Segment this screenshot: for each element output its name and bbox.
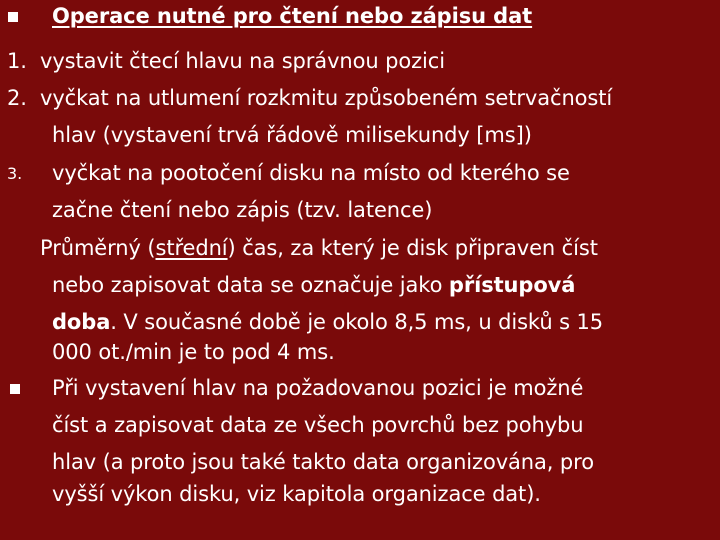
last-bullet-line-1: Při vystavení hlav na požadovanou pozici je možné — [52, 376, 584, 400]
stredni-link[interactable]: střední — [155, 236, 228, 260]
step-2-number: 2. — [7, 86, 27, 110]
access-time-text: . V současné době je okolo 8,5 ms, u disků s 15 — [110, 310, 604, 334]
step-1-number: 1. — [7, 49, 27, 73]
access-time-line-4: 000 ot./min je to pod 4 ms. — [52, 340, 335, 364]
access-time-line-3 — [52, 312, 603, 333]
step-3-number: 3. — [7, 164, 23, 183]
access-time-text: ) čas, za který je disk připraven číst — [227, 236, 598, 260]
access-time-text: Průměrný ( — [40, 236, 156, 260]
last-bullet-line-2: číst a zapisovat data ze všech povrchů bez pohybu — [52, 413, 584, 437]
step-2-text-line-2: hlav (vystavení trvá řádově milisekundy [ms]) — [52, 123, 532, 147]
access-time-line-2 — [52, 275, 575, 296]
slide-heading: Operace nutné pro čtení nebo zápisu dat — [52, 4, 533, 28]
access-time-term: doba — [52, 310, 111, 334]
last-bullet-line-3: hlav (a proto jsou také takto data organizována, pro — [52, 450, 594, 474]
last-bullet-line-4: vyšší výkon disku, viz kapitola organizace dat). — [52, 482, 541, 506]
access-time-term: přístupová — [448, 273, 576, 297]
last-bullet-icon — [10, 384, 20, 394]
step-3-text-line-2: začne čtení nebo zápis (tzv. latence) — [52, 198, 433, 222]
access-time-line-1 — [40, 238, 598, 259]
step-1-text: vystavit čtecí hlavu na správnou pozici — [40, 49, 445, 73]
step-3-text-line-1: vyčkat na pootočení disku na místo od kterého se — [52, 161, 570, 185]
access-time-text: nebo zapisovat data se označuje jako — [52, 273, 449, 297]
step-2-text-line-1: vyčkat na utlumení rozkmitu způsobeném setrvačností — [40, 86, 613, 110]
heading-bullet-icon — [8, 12, 18, 22]
